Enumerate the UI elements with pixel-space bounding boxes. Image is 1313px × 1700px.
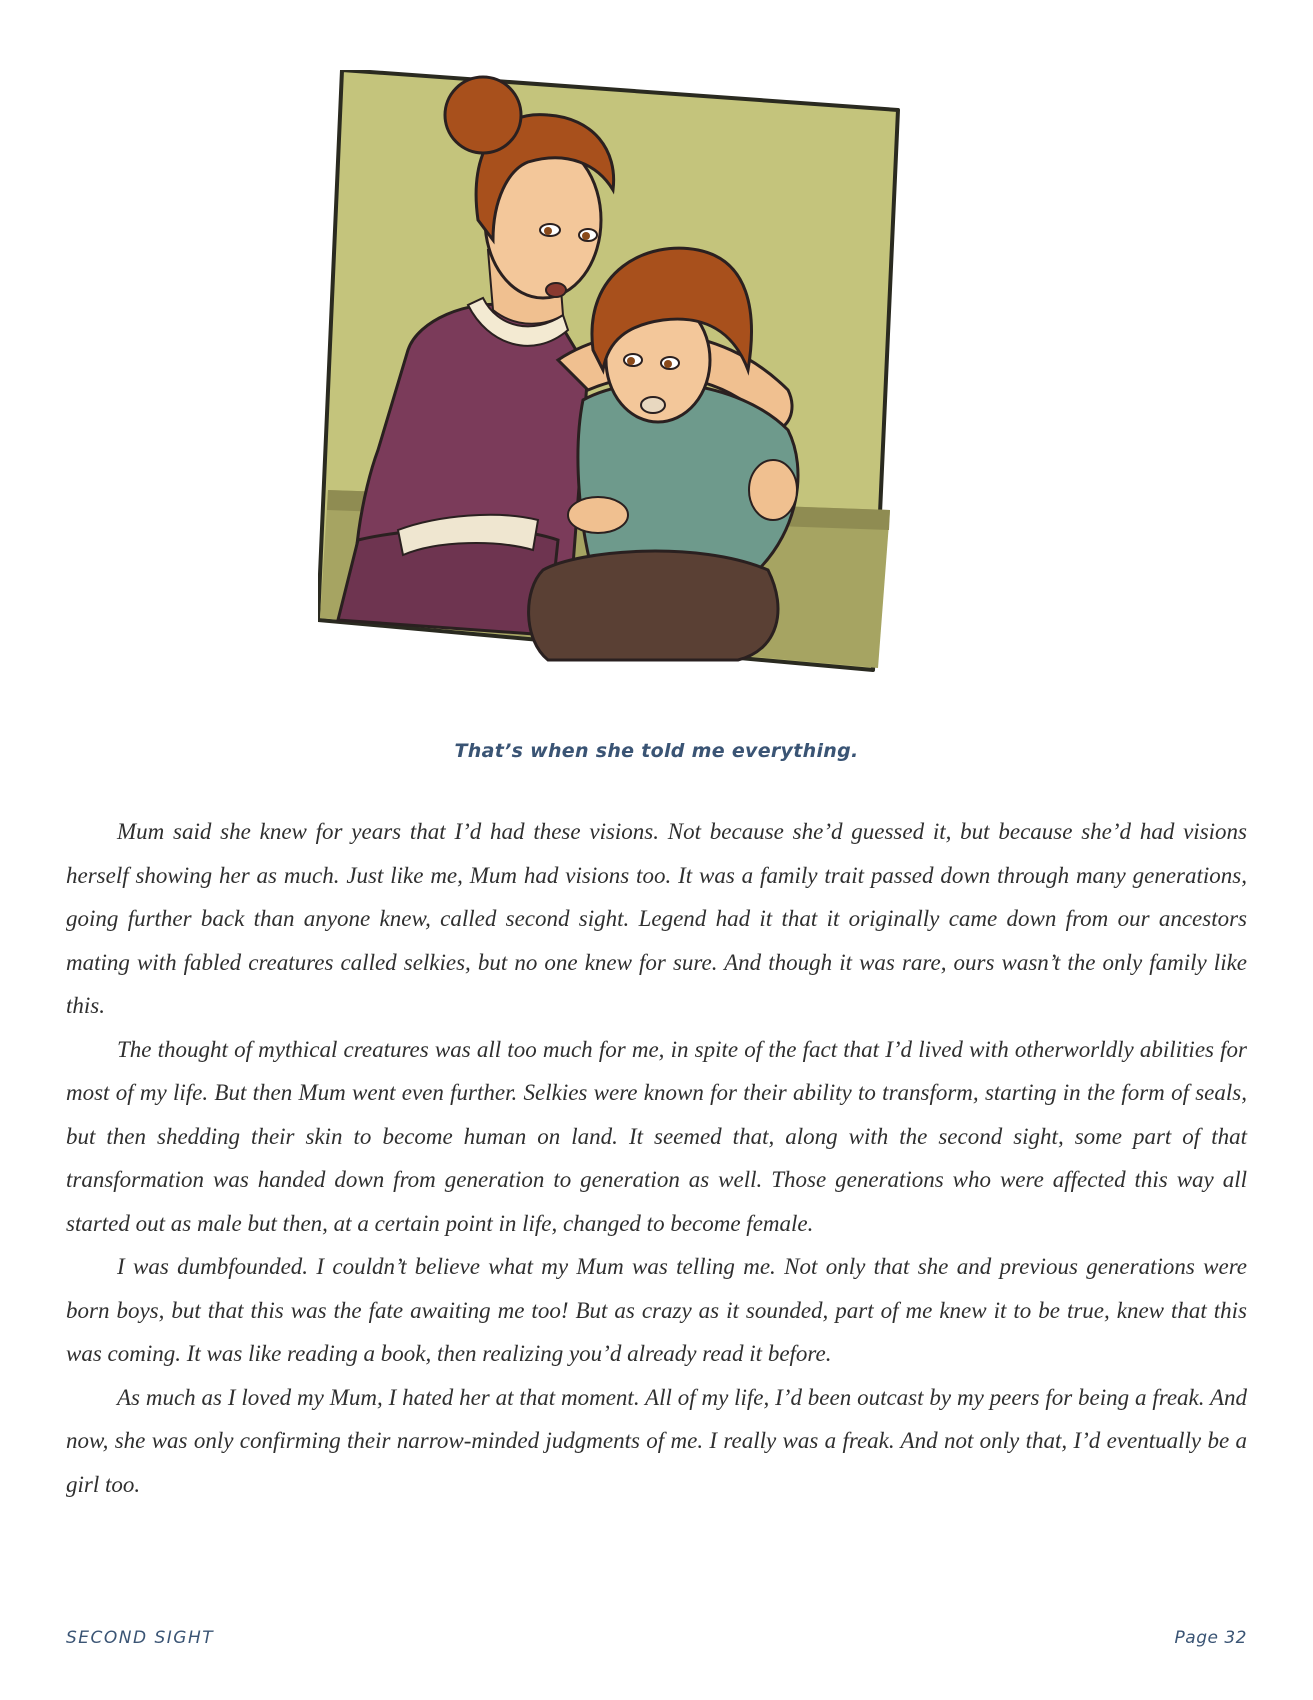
footer-book-title: SECOND SIGHT [66,1628,215,1648]
illustration-caption: That’s when she told me everything. [454,740,859,762]
paragraph: Mum said she knew for years that I’d had these visions. Not because she’d guessed it, but because she’d had visions herself showing her as much. Just like me, Mum had visions too. It was a family trait passed down through many generations, going further back than anyone knew, called second sight. Legend had it that it originally came down from our ancestors mating with fabled creatures called selkies, but no one knew for sure. And though it was rare, ours wasn’t the only family like this. [66,819,1247,1018]
comic-illustration [318,70,983,725]
mother-comforting-child-illustration [318,70,983,725]
paragraph: The thought of mythical creatures was all too much for me, in spite of the fact that I’d lived with otherworldly abilities for most of my life. But then Mum went even further. Selkies were known for their ability to transform, starting in the form of seals, but then shedding their skin to become human on land. It seemed that, along with the second sight, some part of that transformation was handed down from generation to generation as well. Those generations who were affected this way all started out as male but then, at a certain point in life, changed to become female. [66,1036,1247,1236]
paragraph: I was dumbfounded. I couldn’t believe what my Mum was telling me. Not only that she and previous generations were born boys, but that this was the fate awaiting me too! But as crazy as it sounded, part of me knew it to be true, knew that this was coming. It was like reading a book, then realizing you’d already read it before. [66,1254,1247,1366]
footer-page-number: Page 32 [1174,1628,1247,1648]
paragraph: As much as I loved my Mum, I hated her at that moment. All of my life, I’d been outcast by my peers for being a freak. And now, she was only confirming their narrow-minded judgments of me. I really was a freak. And not only that, I’d eventually be a girl too. [66,1384,1247,1497]
body-text [66,810,1247,1506]
